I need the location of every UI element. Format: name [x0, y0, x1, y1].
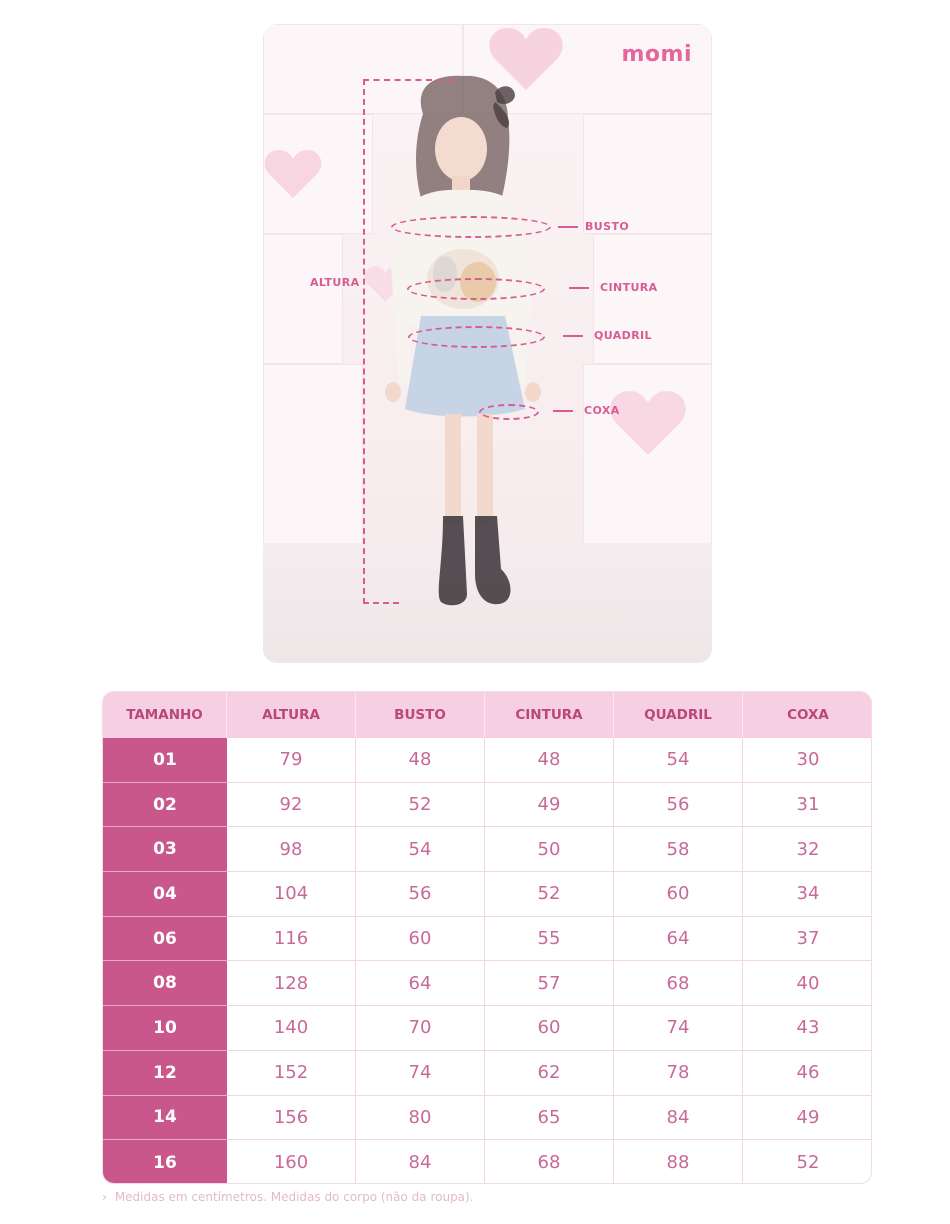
size-cell: 14	[103, 1096, 227, 1141]
thigh-tick	[553, 410, 573, 412]
value-cell: 56	[614, 783, 743, 828]
value-cell: 30	[743, 738, 872, 783]
cintura-label: CINTURA	[600, 281, 658, 294]
value-cell: 46	[743, 1051, 872, 1096]
hip-ellipse	[408, 326, 545, 348]
value-cell: 104	[227, 872, 356, 917]
value-cell: 40	[743, 961, 872, 1006]
value-cell: 74	[614, 1006, 743, 1051]
value-cell: 56	[356, 872, 485, 917]
size-cell: 16	[103, 1140, 227, 1184]
value-cell: 32	[743, 827, 872, 872]
size-cell: 06	[103, 917, 227, 962]
measurement-footnote	[102, 1190, 474, 1204]
value-cell: 80	[356, 1096, 485, 1141]
value-cell: 60	[356, 917, 485, 962]
value-cell: 128	[227, 961, 356, 1006]
value-cell: 49	[485, 783, 614, 828]
value-cell: 156	[227, 1096, 356, 1141]
header-busto: BUSTO	[356, 692, 485, 738]
height-line	[363, 79, 365, 604]
header-altura: ALTURA	[227, 692, 356, 738]
value-cell: 52	[485, 872, 614, 917]
header-tamanho: TAMANHO	[103, 692, 227, 738]
value-cell: 34	[743, 872, 872, 917]
value-cell: 70	[356, 1006, 485, 1051]
value-cell: 54	[614, 738, 743, 783]
header-coxa: COXA	[743, 692, 872, 738]
value-cell: 50	[485, 827, 614, 872]
value-cell: 55	[485, 917, 614, 962]
waist-tick	[569, 287, 589, 289]
altura-label: ALTURA	[310, 276, 360, 289]
value-cell: 84	[356, 1140, 485, 1184]
value-cell: 116	[227, 917, 356, 962]
chevron-right-icon: ›	[102, 1190, 107, 1204]
value-cell: 98	[227, 827, 356, 872]
value-cell: 52	[743, 1140, 872, 1184]
value-cell: 48	[356, 738, 485, 783]
value-cell: 140	[227, 1006, 356, 1051]
value-cell: 160	[227, 1140, 356, 1184]
value-cell: 92	[227, 783, 356, 828]
size-cell: 10	[103, 1006, 227, 1051]
value-cell: 57	[485, 961, 614, 1006]
quadril-label: QUADRIL	[594, 329, 652, 342]
value-cell: 31	[743, 783, 872, 828]
busto-label: BUSTO	[585, 220, 630, 233]
value-cell: 88	[614, 1140, 743, 1184]
product-photo-card	[263, 24, 712, 663]
value-cell: 74	[356, 1051, 485, 1096]
thigh-ellipse	[479, 404, 539, 420]
value-cell: 68	[485, 1140, 614, 1184]
size-chart-table	[102, 691, 872, 1184]
header-cintura: CINTURA	[485, 692, 614, 738]
value-cell: 84	[614, 1096, 743, 1141]
brand-logo: momi	[621, 42, 692, 67]
size-cell: 12	[103, 1051, 227, 1096]
value-cell: 49	[743, 1096, 872, 1141]
height-bottom-marker	[363, 602, 399, 604]
value-cell: 60	[485, 1006, 614, 1051]
value-cell: 43	[743, 1006, 872, 1051]
value-cell: 54	[356, 827, 485, 872]
value-cell: 60	[614, 872, 743, 917]
hip-tick	[563, 335, 583, 337]
waist-ellipse	[407, 278, 545, 300]
value-cell: 52	[356, 783, 485, 828]
value-cell: 62	[485, 1051, 614, 1096]
value-cell: 65	[485, 1096, 614, 1141]
value-cell: 37	[743, 917, 872, 962]
size-cell: 01	[103, 738, 227, 783]
size-cell: 03	[103, 827, 227, 872]
bust-tick	[558, 226, 578, 228]
value-cell: 79	[227, 738, 356, 783]
size-cell: 04	[103, 872, 227, 917]
size-cell: 08	[103, 961, 227, 1006]
bust-ellipse	[391, 216, 551, 238]
coxa-label: COXA	[584, 404, 620, 417]
value-cell: 64	[356, 961, 485, 1006]
height-top-marker	[363, 79, 453, 81]
value-cell: 152	[227, 1051, 356, 1096]
footnote-text: Medidas em centímetros. Medidas do corpo (não da roupa).	[114, 1190, 474, 1204]
value-cell: 78	[614, 1051, 743, 1096]
size-cell: 02	[103, 783, 227, 828]
value-cell: 64	[614, 917, 743, 962]
header-quadril: QUADRIL	[614, 692, 743, 738]
value-cell: 68	[614, 961, 743, 1006]
value-cell: 58	[614, 827, 743, 872]
value-cell: 48	[485, 738, 614, 783]
